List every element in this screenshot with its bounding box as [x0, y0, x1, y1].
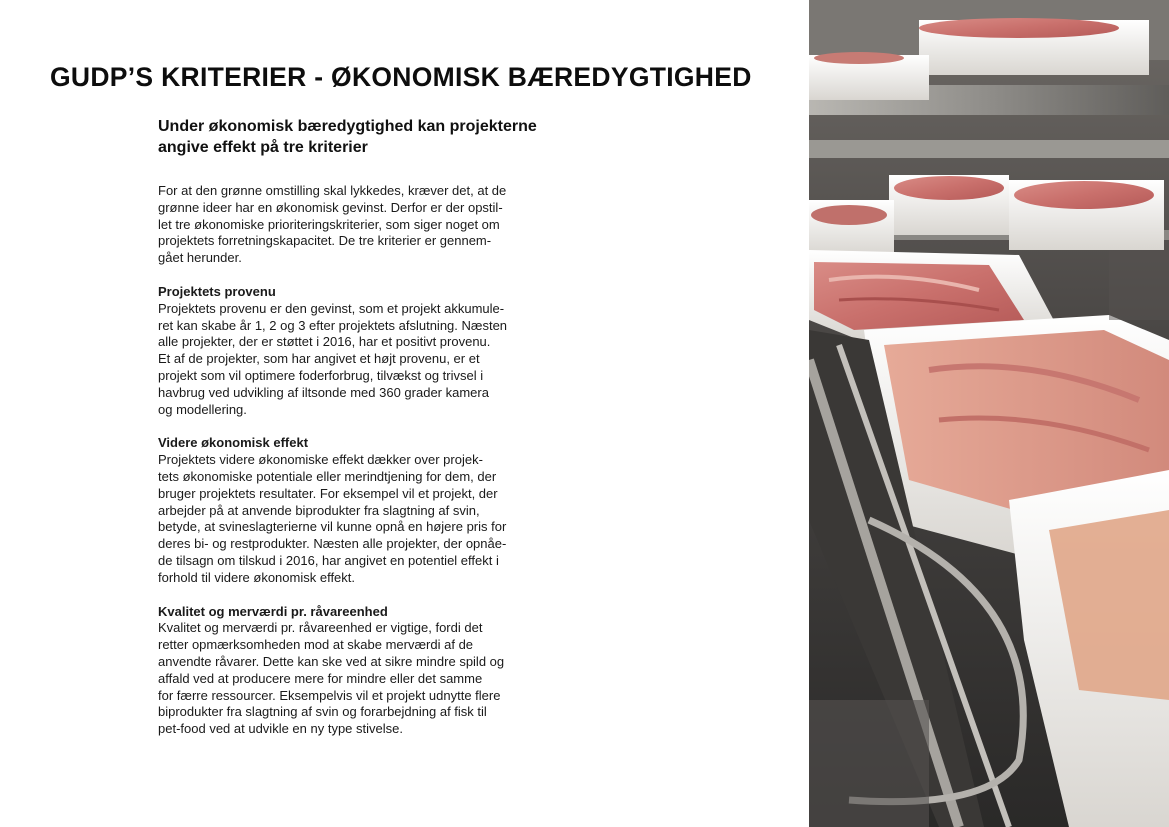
paragraph-line: retter opmærksomheden mod at skabe merværdi af de	[158, 637, 474, 653]
section-heading: Videre økonomisk effekt	[158, 435, 309, 451]
paragraph-line: Et af de projekter, som har angivet et højt provenu, er et	[158, 351, 480, 367]
intro-heading-line: Under økonomisk bæredygtighed kan projekterne	[158, 118, 537, 135]
paragraph-line: havbrug ved udvikling af iltsonde med 360 grader kamera	[158, 384, 489, 400]
paragraph-line: og modellering.	[158, 401, 247, 417]
section-projektets-provenu	[158, 284, 588, 418]
section-kvalitet-og-mervaerdi	[158, 604, 588, 738]
paragraph-line: Projektets videre økonomiske effekt dækker over projek-	[158, 452, 483, 468]
paragraph-line: forhold til videre økonomisk effekt.	[158, 569, 356, 585]
paragraph-line: deres bi- og restprodukter. Næsten alle projekter, der opnåe-	[158, 536, 507, 552]
paragraph-line: biprodukter fra slagtning af svin og forarbejdning af fisk til	[158, 704, 487, 720]
meat-conveyor-photo	[809, 0, 1169, 827]
paragraph-line: projekt som vil optimere foderforbrug, tilvækst og trivsel i	[158, 367, 484, 383]
paragraph-line: let tre økonomiske prioriteringskriterier, som siger noget om	[158, 216, 500, 232]
paragraph-line: bruger projektets resultater. For eksempel vil et projekt, der	[158, 485, 498, 501]
paragraph-line: ret kan skabe år 1, 2 og 3 efter projektets afslutning. Næsten	[158, 317, 508, 333]
paragraph-line: grønne ideer har en økonomisk gevinst. Derfor er der opstil-	[158, 199, 503, 215]
paragraph-line: For at den grønne omstilling skal lykkedes, kræver det, at de	[158, 183, 507, 198]
article-body	[158, 116, 588, 738]
paragraph-line: alle projekter, der er støttet i 2016, har et positivt provenu.	[158, 334, 491, 350]
paragraph-line: projektets forretningskapacitet. De tre kriterier er gennem-	[158, 233, 492, 249]
paragraph-line: anvendte råvarer. Dette kan ske ved at sikre mindre spild og	[158, 653, 505, 669]
intro-heading-line: angive effekt på tre kriterier	[158, 139, 368, 156]
paragraph-line: Kvalitet og merværdi pr. råvareenhed er vigtige, fordi det	[158, 620, 483, 636]
section-paragraph	[158, 620, 588, 738]
paragraph-line: tets økonomiske potentiale eller merindtjening for dem, der	[158, 468, 497, 484]
paragraph-line: gået herunder.	[158, 250, 242, 266]
section-heading: Projektets provenu	[158, 283, 276, 299]
paragraph-line: arbejder på at anvende biprodukter fra slagtning af svin,	[158, 502, 480, 518]
page-title: GUDP’S KRITERIER - ØKONOMISK BÆREDYGTIGHED	[50, 61, 752, 92]
paragraph-line: Projektets provenu er den gevinst, som et projekt akkumule-	[158, 300, 505, 316]
intro-heading	[158, 116, 588, 158]
paragraph-line: de tilsagn om tilskud i 2016, har angivet en potentiel effekt i	[158, 552, 499, 568]
section-videre-okonomisk-effekt	[158, 435, 588, 586]
section-paragraph	[158, 452, 588, 586]
intro-paragraph	[158, 183, 588, 267]
paragraph-line: affald ved at producere mere for mindre eller det samme	[158, 670, 483, 686]
section-paragraph	[158, 301, 588, 419]
paragraph-line: betyde, at svineslagterierne vil kunne opnå en højere pris for	[158, 519, 507, 535]
paragraph-line: for færre ressourcer. Eksempelvis vil et projekt udnytte flere	[158, 687, 501, 703]
paragraph-line: pet-food ved at udvikle en ny type stivelse.	[158, 721, 403, 737]
section-heading: Kvalitet og merværdi pr. råvareenhed	[158, 603, 388, 619]
